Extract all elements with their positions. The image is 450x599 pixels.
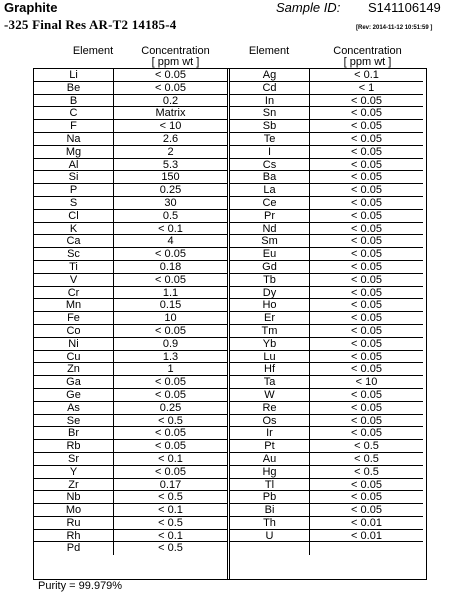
table-row [230,427,423,440]
element-symbol: Os [230,415,310,427]
left-concentration-title: Concentration [141,45,210,57]
left-unit-label: [ ppm wt ] [151,56,200,68]
element-symbol: V [34,274,114,286]
element-symbol: Ti [34,261,114,273]
concentration-value: < 0.5 [354,465,379,478]
element-symbol: Ho [230,299,310,311]
element-symbol: Cd [230,82,310,94]
element-symbol: Zr [34,479,114,491]
table-row [34,491,227,504]
table-row [34,312,227,325]
table-row [230,351,423,364]
concentration-value: < 0.5 [158,516,183,529]
left-element-header: Element [72,45,114,57]
concentration-value: < 0.05 [351,491,382,504]
element-symbol: Rb [34,440,114,452]
concentration-value: < 0.05 [351,324,382,337]
element-symbol: Gd [230,261,310,273]
concentration-value: 150 [161,171,180,184]
element-symbol: Fe [34,312,114,324]
concentration-value: < 0.05 [155,81,186,94]
table-row [230,389,423,402]
concentration-value: < 0.5 [354,440,379,453]
element-symbol: Pt [230,440,310,452]
element-symbol: C [34,107,114,119]
right-table-half [230,69,423,579]
element-symbol: In [230,95,310,107]
concentration-value: < 0.05 [351,260,382,273]
element-symbol: Sn [230,107,310,119]
concentration-value: 4 [167,235,174,248]
concentration-value: 10 [164,312,177,325]
table-row [34,504,227,517]
table-row [34,466,227,479]
table-row [34,402,227,415]
concentration-value: < 0.05 [351,120,382,133]
concentration-value: 0.2 [162,94,179,107]
element-symbol: P [34,184,114,196]
table-row [34,171,227,184]
concentration-value: < 0.05 [351,235,382,248]
table-row [34,389,227,402]
table-row [230,69,423,82]
element-symbol: Ru [34,517,114,529]
concentration-table [33,68,427,580]
concentration-value: < 0.05 [155,376,186,389]
element-symbol: Cs [230,159,310,171]
concentration-value: < 0.1 [158,529,183,542]
concentration-value: < 1 [358,81,375,94]
report-subtitle: -325 Final Res AR-T2 14185-4 [4,17,177,32]
concentration-value: < 0.05 [351,196,382,209]
table-row [230,491,423,504]
concentration-value: < 0.05 [351,145,382,158]
element-symbol: Re [230,402,310,414]
element-symbol: Yb [230,338,310,350]
element-symbol: Au [230,453,310,465]
element-symbol: Ba [230,171,310,183]
element-symbol: Pb [230,491,310,503]
table-row [34,223,227,236]
concentration-value: < 0.05 [155,427,186,440]
concentration-value: 2 [167,145,174,158]
element-symbol: Ag [230,69,310,81]
concentration-value: < 0.01 [351,529,382,542]
table-row [34,120,227,133]
concentration-value: < 0.05 [351,94,382,107]
table-row [230,171,423,184]
table-row [34,82,227,95]
table-row [230,466,423,479]
concentration-value: < 0.5 [354,452,379,465]
concentration-value: < 0.1 [158,504,183,517]
element-symbol: Cu [34,351,114,363]
table-row [230,504,423,517]
table-row [230,184,423,197]
table-row [230,95,423,108]
concentration-value: < 0.05 [351,171,382,184]
table-row [230,402,423,415]
table-row [230,338,423,351]
right-element-header: Element [248,45,290,57]
element-symbol [230,542,310,555]
element-symbol: Dy [230,287,310,299]
table-row [230,415,423,428]
element-symbol: U [230,530,310,542]
table-row [230,517,423,530]
concentration-value: < 0.1 [158,452,183,465]
element-symbol: Tl [230,479,310,491]
left-table-half [34,69,227,579]
concentration-value: < 0.5 [158,414,183,427]
element-symbol: Lu [230,351,310,363]
table-row [34,197,227,210]
table-row [230,325,423,338]
element-symbol: Cr [34,287,114,299]
element-symbol: Ca [34,235,114,247]
table-row [230,287,423,300]
concentration-value: < 0.05 [351,184,382,197]
concentration-value: < 0.05 [351,427,382,440]
element-symbol: Li [34,69,114,81]
concentration-value: < 0.1 [354,69,379,81]
concentration-value: < 0.5 [158,542,183,555]
element-symbol: Hg [230,466,310,478]
concentration-value: 1.1 [162,286,179,299]
element-symbol: Pr [230,210,310,222]
table-row [34,440,227,453]
table-row [34,248,227,261]
element-symbol: Ta [230,376,310,388]
element-symbol: Er [230,312,310,324]
table-row [34,427,227,440]
table-row [230,120,423,133]
table-row [34,210,227,223]
right-unit-label: [ ppm wt ] [343,56,392,68]
table-row [230,440,423,453]
concentration-value: < 0.05 [351,350,382,363]
element-symbol: I [230,146,310,158]
concentration-value: < 0.05 [155,273,186,286]
table-row [230,159,423,172]
element-symbol: Sr [34,453,114,465]
concentration-value: < 0.05 [351,478,382,491]
element-symbol: F [34,120,114,132]
concentration-value: < 0.05 [351,504,382,517]
concentration-value: < 0.05 [351,388,382,401]
concentration-value: < 0.05 [351,312,382,325]
element-symbol: Te [230,133,310,145]
table-row [34,363,227,376]
concentration-value: Matrix [155,107,186,120]
concentration-value: < 0.05 [155,440,186,453]
concentration-value: 1 [167,363,174,376]
element-symbol: Be [34,82,114,94]
concentration-value: < 0.5 [158,491,183,504]
table-row [230,210,423,223]
element-symbol: Ce [230,197,310,209]
concentration-value: < 0.05 [351,414,382,427]
element-symbol: Nb [34,491,114,503]
element-symbol: Tb [230,274,310,286]
table-row [230,107,423,120]
element-symbol: Co [34,325,114,337]
left-concentration-header [119,46,232,68]
table-row [34,376,227,389]
concentration-value: 0.18 [159,260,182,273]
table-row [34,261,227,274]
element-symbol: Mg [34,146,114,158]
concentration-value: < 0.01 [351,516,382,529]
element-symbol: Ni [34,338,114,350]
element-symbol: Bi [230,504,310,516]
element-symbol: Sm [230,235,310,247]
element-symbol: Mn [34,299,114,311]
revision-stamp: [Rev: 2014-11-12 10:51:59 ] [356,25,433,31]
concentration-value: < 0.05 [155,69,186,81]
table-row [34,479,227,492]
table-row [230,312,423,325]
concentration-value: 0.17 [159,478,182,491]
table-row [230,299,423,312]
concentration-value: < 0.05 [351,107,382,120]
concentration-value: < 0.05 [155,388,186,401]
concentration-value: < 0.05 [351,132,382,145]
element-symbol: Ge [34,389,114,401]
table-row [34,530,227,543]
table-row [34,235,227,248]
concentration-value [310,542,423,555]
concentration-value: < 0.05 [351,363,382,376]
table-row [34,287,227,300]
concentration-value: < 0.05 [351,337,382,350]
concentration-value: 2.6 [162,132,179,145]
concentration-value: < 0.05 [351,286,382,299]
concentration-value: 0.15 [159,299,182,312]
right-concentration-header [311,46,424,68]
element-symbol: Si [34,171,114,183]
element-symbol: Cl [34,210,114,222]
table-row [34,325,227,338]
purity-text: Purity = 99.979% [38,580,123,592]
concentration-value: 0.9 [162,337,179,350]
table-row [230,376,423,389]
element-symbol: Al [34,159,114,171]
table-row [230,248,423,261]
element-symbol: Hf [230,363,310,375]
element-symbol: La [230,184,310,196]
concentration-value: < 0.05 [155,248,186,261]
concentration-value: 0.5 [162,209,179,222]
table-row [230,82,423,95]
element-symbol: As [34,402,114,414]
concentration-value: 30 [164,196,177,209]
table-row [230,530,423,543]
table-row [230,479,423,492]
concentration-value: < 0.05 [351,158,382,171]
table-row [34,517,227,530]
concentration-value: < 0.05 [351,299,382,312]
table-row [34,542,227,555]
table-row [34,95,227,108]
table-row [34,299,227,312]
table-row [34,69,227,82]
element-symbol: Br [34,427,114,439]
element-symbol: Zn [34,363,114,375]
table-row [34,351,227,364]
element-symbol: Eu [230,248,310,260]
element-symbol: Sc [34,248,114,260]
table-row [230,223,423,236]
element-symbol: S [34,197,114,209]
element-symbol: Y [34,466,114,478]
table-row [230,542,423,555]
element-symbol: W [230,389,310,401]
table-row [34,415,227,428]
element-symbol: K [34,223,114,235]
element-symbol: Na [34,133,114,145]
table-row [34,159,227,172]
element-symbol: Ga [34,376,114,388]
table-row [230,235,423,248]
table-row [34,133,227,146]
sample-id-value: S141106149 [368,0,441,15]
concentration-value: < 0.05 [351,209,382,222]
right-concentration-title: Concentration [333,45,402,57]
concentration-value: 5.3 [162,158,179,171]
report-title: Graphite [4,0,58,15]
element-symbol: Mo [34,504,114,516]
table-row [230,274,423,287]
concentration-value: < 10 [355,376,378,389]
concentration-value: < 0.05 [351,248,382,261]
table-row [34,184,227,197]
table-row [34,146,227,159]
table-row [34,453,227,466]
table-row [230,363,423,376]
element-symbol: Se [34,415,114,427]
concentration-value: < 0.05 [351,273,382,286]
element-symbol: Nd [230,223,310,235]
element-symbol: Ir [230,427,310,439]
concentration-value: < 0.05 [351,401,382,414]
table-row [230,197,423,210]
concentration-value: 1.3 [162,350,179,363]
element-symbol: Rh [34,530,114,542]
table-row [230,146,423,159]
table-row [34,338,227,351]
element-symbol: Sb [230,120,310,132]
sample-id-label: Sample ID: [276,0,341,15]
table-row [230,133,423,146]
concentration-value: 0.25 [159,401,182,414]
table-row [230,261,423,274]
concentration-value: < 10 [159,120,182,133]
concentration-value: 0.25 [159,184,182,197]
concentration-value: < 0.05 [351,222,382,235]
element-symbol: B [34,95,114,107]
element-symbol: Tm [230,325,310,337]
concentration-value: < 0.05 [155,465,186,478]
table-row [34,274,227,287]
concentration-value: < 0.05 [155,324,186,337]
table-row [34,107,227,120]
concentration-value: < 0.1 [158,222,183,235]
element-symbol: Th [230,517,310,529]
element-symbol: Pd [34,542,114,555]
table-row [230,453,423,466]
